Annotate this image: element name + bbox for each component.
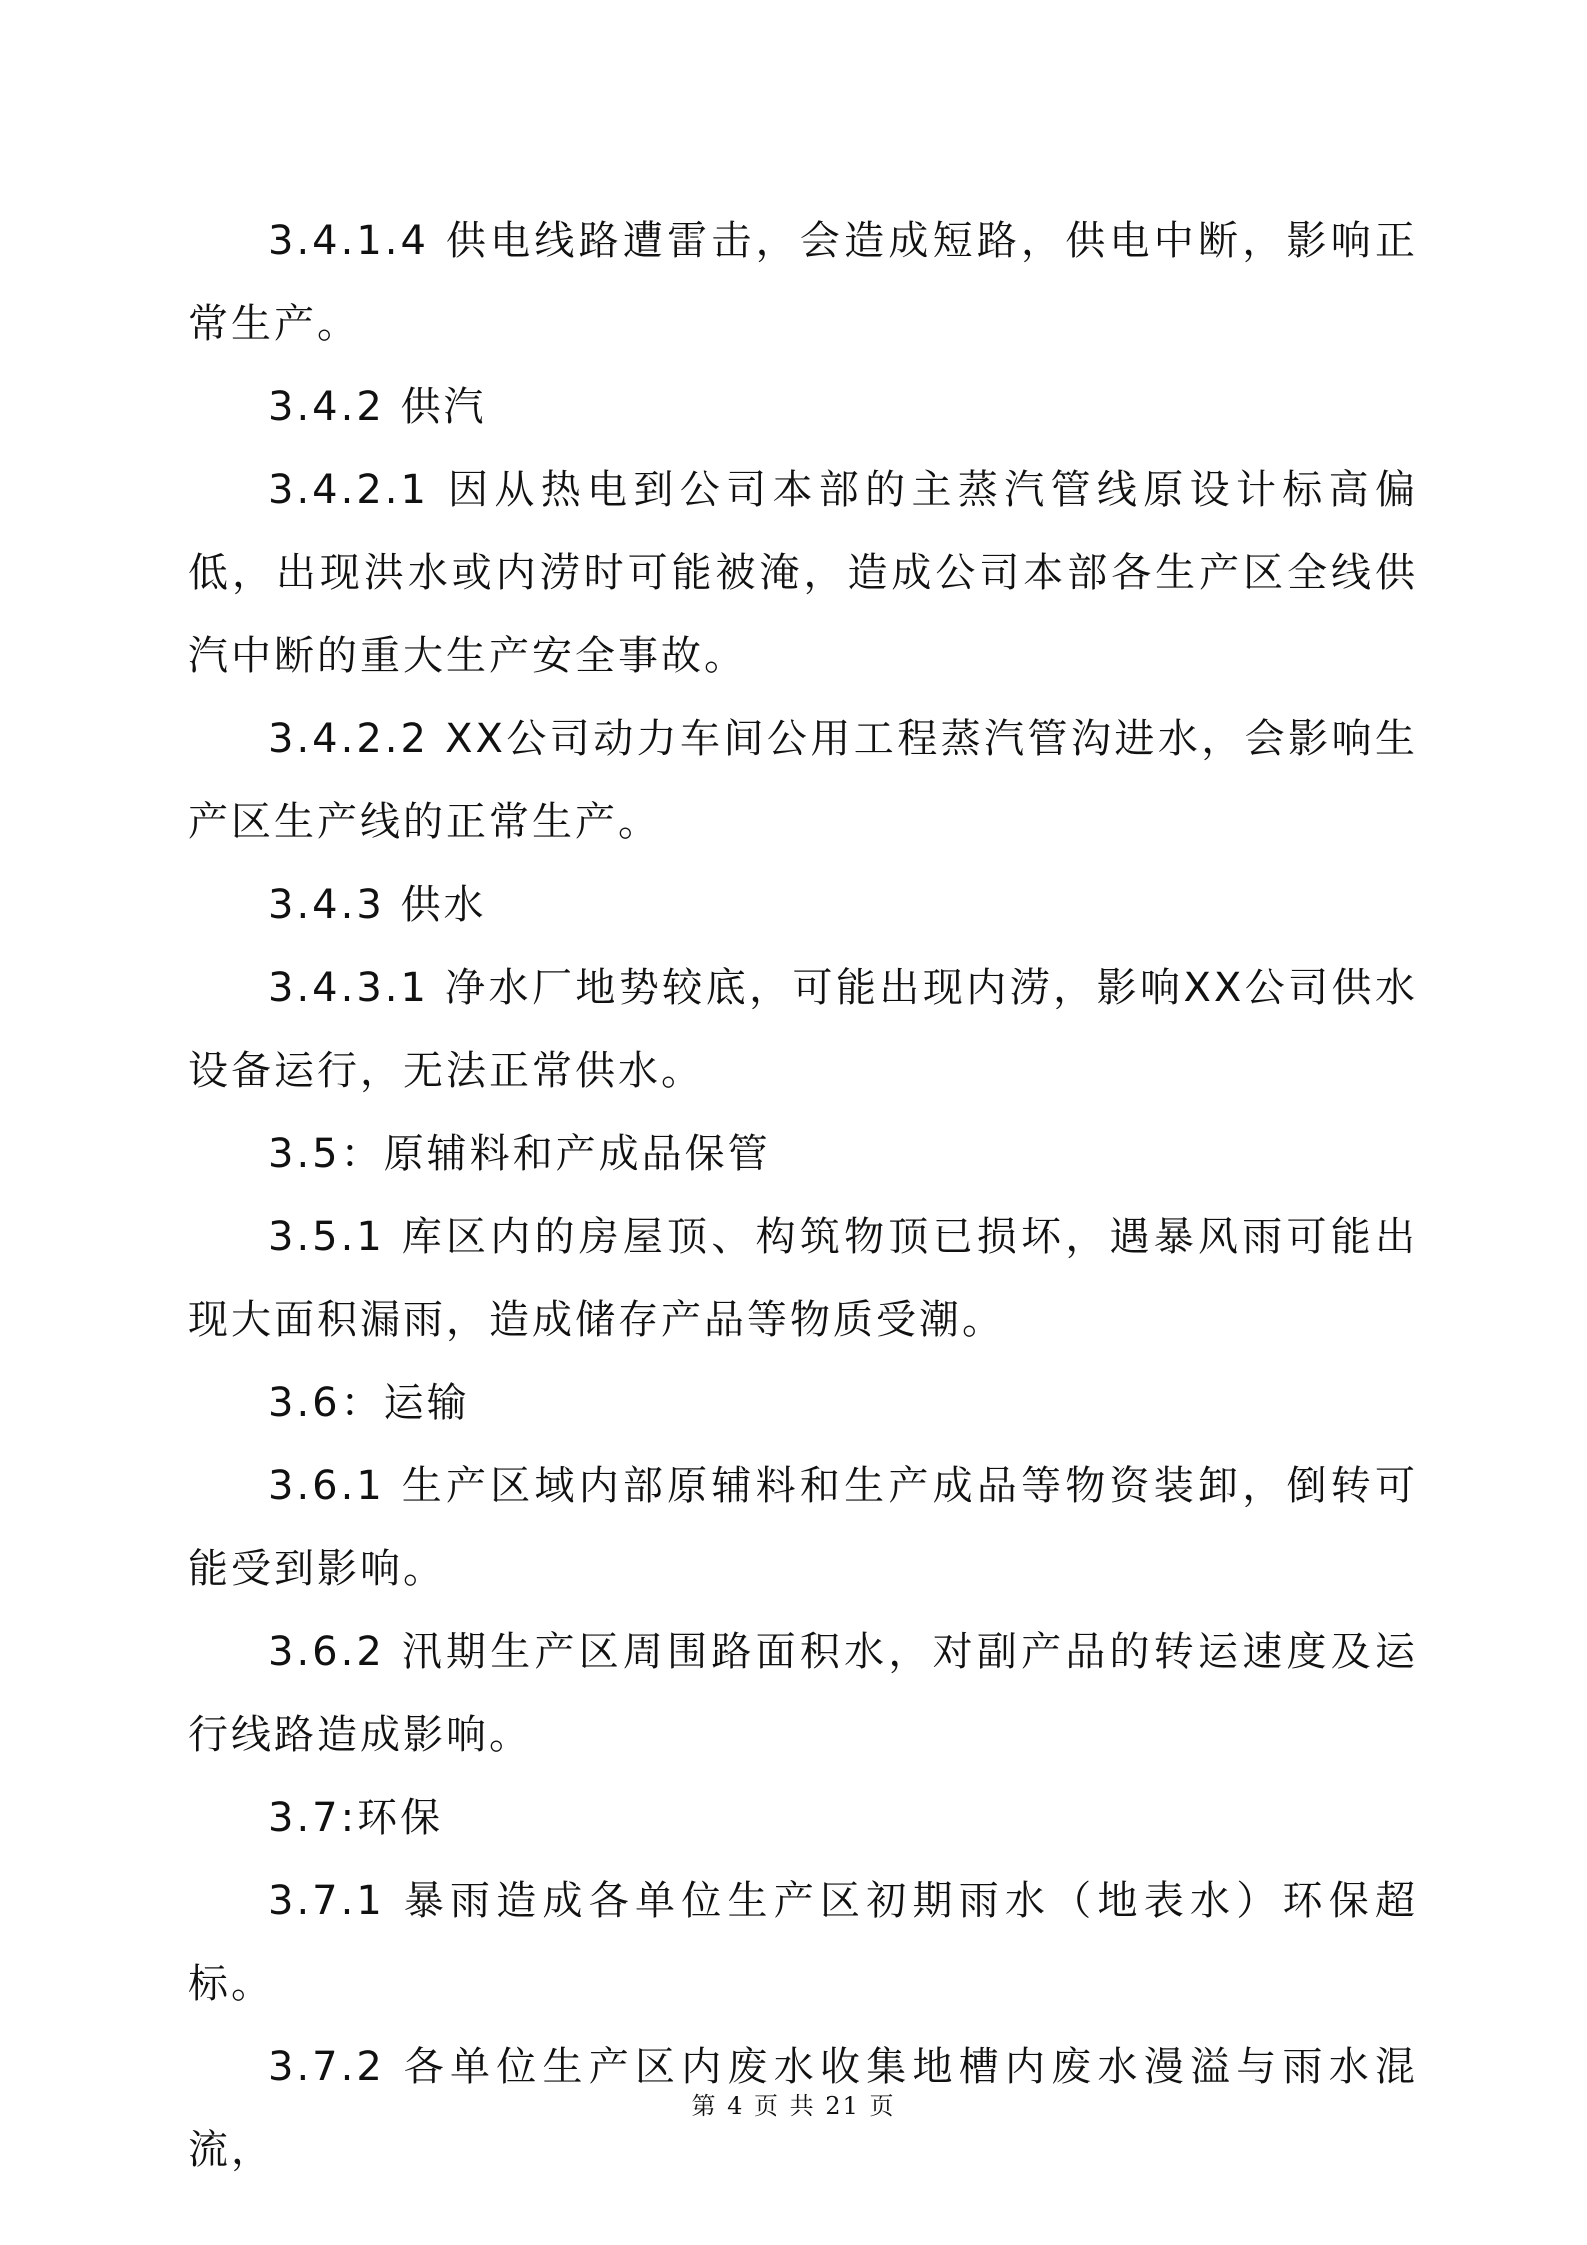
heading-3-6: 3.6：运输 (268, 1380, 470, 1426)
page-footer: 第 4 页 共 21 页 (691, 2092, 896, 2120)
heading-3-4-2: 3.4.2 供汽 (268, 384, 487, 430)
document-body (188, 200, 1418, 2192)
heading-3-7: 3.7:环保 (268, 1795, 444, 1841)
heading-3-5: 3.5：原辅料和产成品保管 (268, 1131, 771, 1177)
paragraph-3-4-2-2: 3.4.2.2 XX公司动力车间公用工程蒸汽管沟进水，会影响生产区生产线的正常生产。 (188, 716, 1418, 845)
paragraph-3-6-1: 3.6.1 生产区域内部原辅料和生产成品等物资装卸，倒转可能受到影响。 (188, 1463, 1418, 1592)
paragraph-3-4-1-4: 3.4.1.4 供电线路遭雷击，会造成短路，供电中断，影响正常生产。 (188, 218, 1418, 347)
paragraph-3-7-2: 3.7.2 各单位生产区内废水收集地槽内废水漫溢与雨水混流， (188, 2044, 1418, 2173)
paragraph-3-4-2-1: 3.4.2.1 因从热电到公司本部的主蒸汽管线原设计标高偏低，出现洪水或内涝时可能被淹，造成公司本部各生产区全线供汽中断的重大生产安全事故。 (188, 467, 1418, 679)
heading-3-4-3: 3.4.3 供水 (268, 882, 487, 928)
paragraph-3-5-1: 3.5.1 库区内的房屋顶、构筑物顶已损坏，遇暴风雨可能出现大面积漏雨，造成储存产品等物质受潮。 (188, 1214, 1418, 1343)
paragraph-3-7-1: 3.7.1 暴雨造成各单位生产区初期雨水（地表水）环保超标。 (188, 1878, 1418, 2007)
paragraph-3-6-2: 3.6.2 汛期生产区周围路面积水，对副产品的转运速度及运行线路造成影响。 (188, 1629, 1418, 1758)
paragraph-3-4-3-1: 3.4.3.1 净水厂地势较底，可能出现内涝，影响XX公司供水设备运行，无法正常供水。 (188, 965, 1418, 1094)
